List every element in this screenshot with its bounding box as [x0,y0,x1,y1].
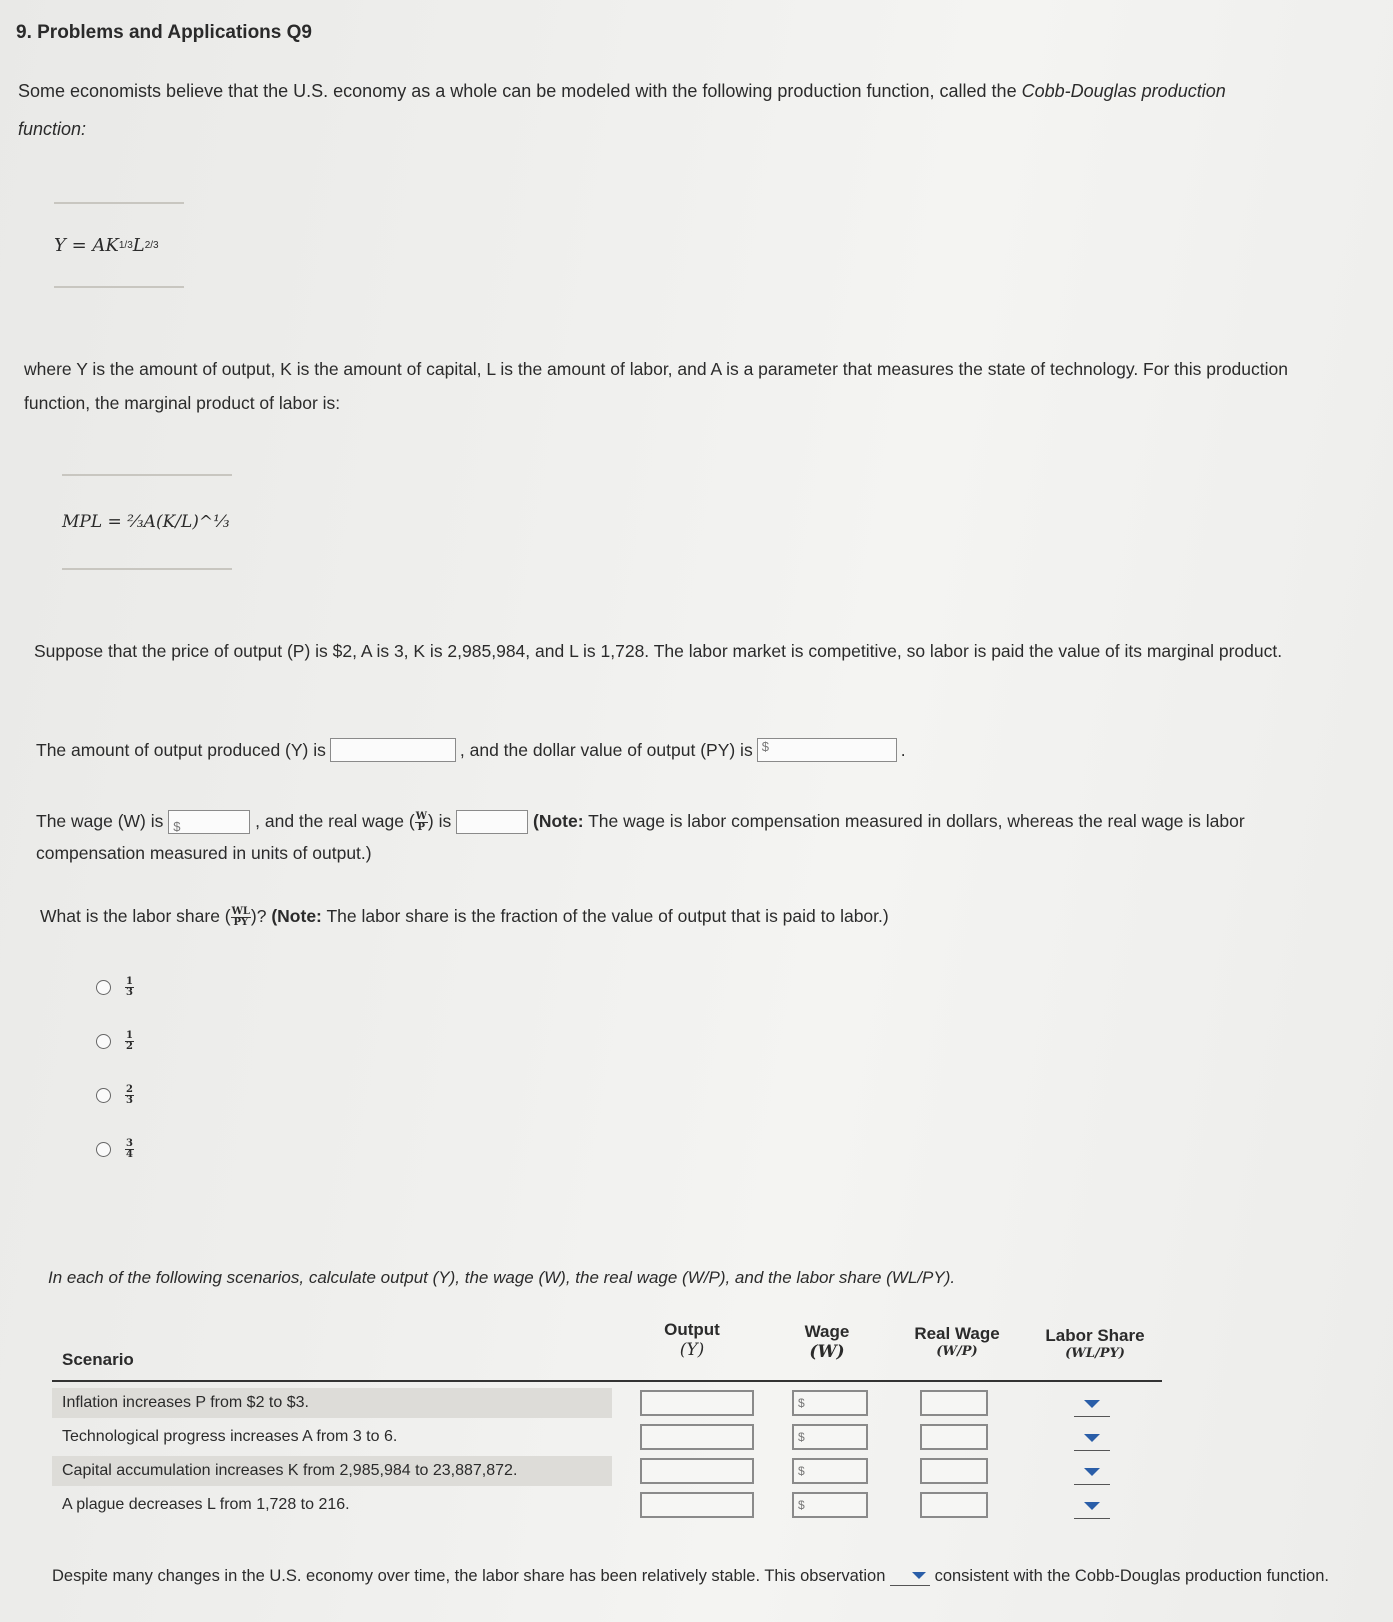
option-fraction: $\frac{2}{3}$ [126,1083,133,1106]
output-question-label-a: The amount of output produced (Y) is [36,739,326,760]
header-output-sub: (Y) [679,1340,705,1360]
suppose-paragraph: Suppose that the price of output (P) is $2, A is 3, K is 2,985,984, and L is 1,728. The labor market is competitive, so labor is paid the value of its marginal product. [34,641,1283,661]
intro-text: Some economists believe that the U.S. economy as a whole can be modeled with the following production function, called the [18,81,1017,101]
scenario-intro: In each of the following scenarios, calculate output (Y), the wage (W), the real wage (W/P), and the labor share (WL/PY). [48,1268,956,1287]
labor-share-dropdown-row-3[interactable] [1084,1468,1100,1476]
question-title: 9. Problems and Applications Q9 [16,22,312,43]
header-real-wage-sub: (W/P) [936,1344,978,1359]
real-wage-input-row-4[interactable] [920,1492,988,1518]
radio-button[interactable] [96,1142,111,1157]
header-labor-share-label: Labor Share [1045,1326,1145,1345]
intro-italic: Cobb-Douglas production function: [18,81,1226,139]
wage-input-row-3[interactable] [792,1458,868,1484]
scenario-label: Inflation increases P from $2 to $3. [52,1388,612,1418]
header-wage [772,1322,882,1362]
output-input-row-4[interactable] [640,1492,754,1518]
labor-share-options [96,960,134,1176]
real-wage-input-row-3[interactable] [920,1458,988,1484]
real-wage-fraction: $\frac{W}{P}$ [415,810,427,833]
output-input-row-2[interactable] [640,1424,754,1450]
wage-question [36,805,1316,869]
output-input-row-3[interactable] [640,1458,754,1484]
wage-input-row-1[interactable] [792,1390,868,1416]
header-real-wage [902,1324,1012,1359]
wage-question-label-a: The wage (W) is [36,811,164,831]
final-text-b: consistent with the Cobb-Douglas production function. [934,1567,1329,1585]
table-row [52,1386,1162,1420]
table-row [52,1488,1162,1522]
scenario-label: Capital accumulation increases K from 2,985,984 to 23,887,872. [52,1456,612,1486]
labor-share-dropdown-row-4[interactable] [1084,1502,1100,1510]
scenario-label: A plague decreases L from 1,728 to 216. [62,1496,350,1513]
formula-y-l: L [132,234,145,256]
share-question-b: )? [250,906,267,926]
wage-input-row-4[interactable] [792,1492,868,1518]
dollar-sign: $ [798,1464,805,1478]
scenario-table [52,1320,1162,1520]
header-labor-share-sub: (WL/PY) [1065,1346,1125,1361]
share-question-a: What is the labor share ( [40,906,231,926]
wage-note-label: (Note: [533,811,584,831]
labor-share-question [40,906,889,928]
mpl-formula [62,474,232,570]
dollar-sign: $ [761,739,769,754]
dollar-sign: $ [173,819,181,835]
consistency-dropdown[interactable] [890,1567,930,1586]
dropdown-underline [1074,1450,1110,1451]
labor-share-dropdown-row-1[interactable] [1084,1400,1100,1408]
table-row [52,1454,1162,1488]
wage-question-label-c: ) is [427,811,452,831]
labor-share-fraction: $\frac{WL}{PY}$ [231,905,250,928]
output-question [36,738,906,762]
header-scenario: Scenario [62,1350,134,1369]
dropdown-underline [1074,1518,1110,1519]
mpl-formula-text: MPL = ⅔A(K/L)^⅓ [62,512,230,532]
period: . [900,739,906,760]
option-fraction: $\frac{1}{3}$ [126,975,133,998]
header-labor-share [1030,1326,1160,1361]
production-function-formula [54,202,184,288]
table-row [52,1420,1162,1454]
dollar-sign: $ [798,1430,805,1444]
wage-question-label-b: , and the real wage ( [255,811,415,831]
output-question-label-b: , and the dollar value of output (PY) is [459,739,753,760]
where-paragraph: where Y is the amount of output, K is the amount of capital, L is the amount of labor, and A is a parameter that measures the state of technology. For this production function, the marginal product of labor is: [24,359,1288,413]
option-1[interactable] [96,960,134,1014]
formula-y: Y = AK [54,234,119,256]
formula-y-exp-l: 2/3 [144,239,159,251]
option-2[interactable] [96,1014,134,1068]
share-note-label: (Note: [271,906,322,926]
wage-input-row-2[interactable] [792,1424,868,1450]
scenario-label: Technological progress increases A from 3 to 6. [62,1428,398,1445]
option-3[interactable] [96,1068,134,1122]
output-y-input[interactable] [330,738,456,762]
radio-button[interactable] [96,1034,111,1049]
real-wage-input[interactable] [456,810,528,834]
intro-paragraph [18,72,1298,148]
header-wage-sub: (W) [809,1342,845,1362]
wage-note: The wage is labor compensation measured in dollars, whereas the real wage is labor compensation measured in units of output.) [36,811,1245,863]
option-4[interactable] [96,1122,134,1176]
dollar-output-input[interactable] [757,738,897,762]
radio-button[interactable] [96,1088,111,1103]
table-header-rule [52,1380,1162,1382]
header-output-label: Output [664,1320,720,1339]
header-output [632,1320,752,1360]
real-wage-input-row-2[interactable] [920,1424,988,1450]
labor-share-dropdown-row-2[interactable] [1084,1434,1100,1442]
header-wage-label: Wage [804,1322,850,1341]
formula-y-exp-k: 1/3 [118,239,133,251]
final-question [52,1560,1342,1592]
real-wage-input-row-1[interactable] [920,1390,988,1416]
option-fraction: $\frac{3}{4}$ [126,1137,133,1160]
wage-input[interactable] [168,810,250,834]
dropdown-underline [1074,1416,1110,1417]
final-text-a: Despite many changes in the U.S. economy over time, the labor share has been relatively stable. This observation [52,1567,886,1585]
dollar-sign: $ [798,1396,805,1410]
header-real-wage-label: Real Wage [914,1324,1000,1343]
dollar-sign: $ [798,1498,805,1512]
output-input-row-1[interactable] [640,1390,754,1416]
share-note: The labor share is the fraction of the value of output that is paid to labor.) [326,906,889,926]
dropdown-underline [1074,1484,1110,1485]
option-fraction: $\frac{1}{2}$ [126,1029,133,1052]
radio-button[interactable] [96,980,111,995]
chevron-down-icon [912,1572,926,1579]
